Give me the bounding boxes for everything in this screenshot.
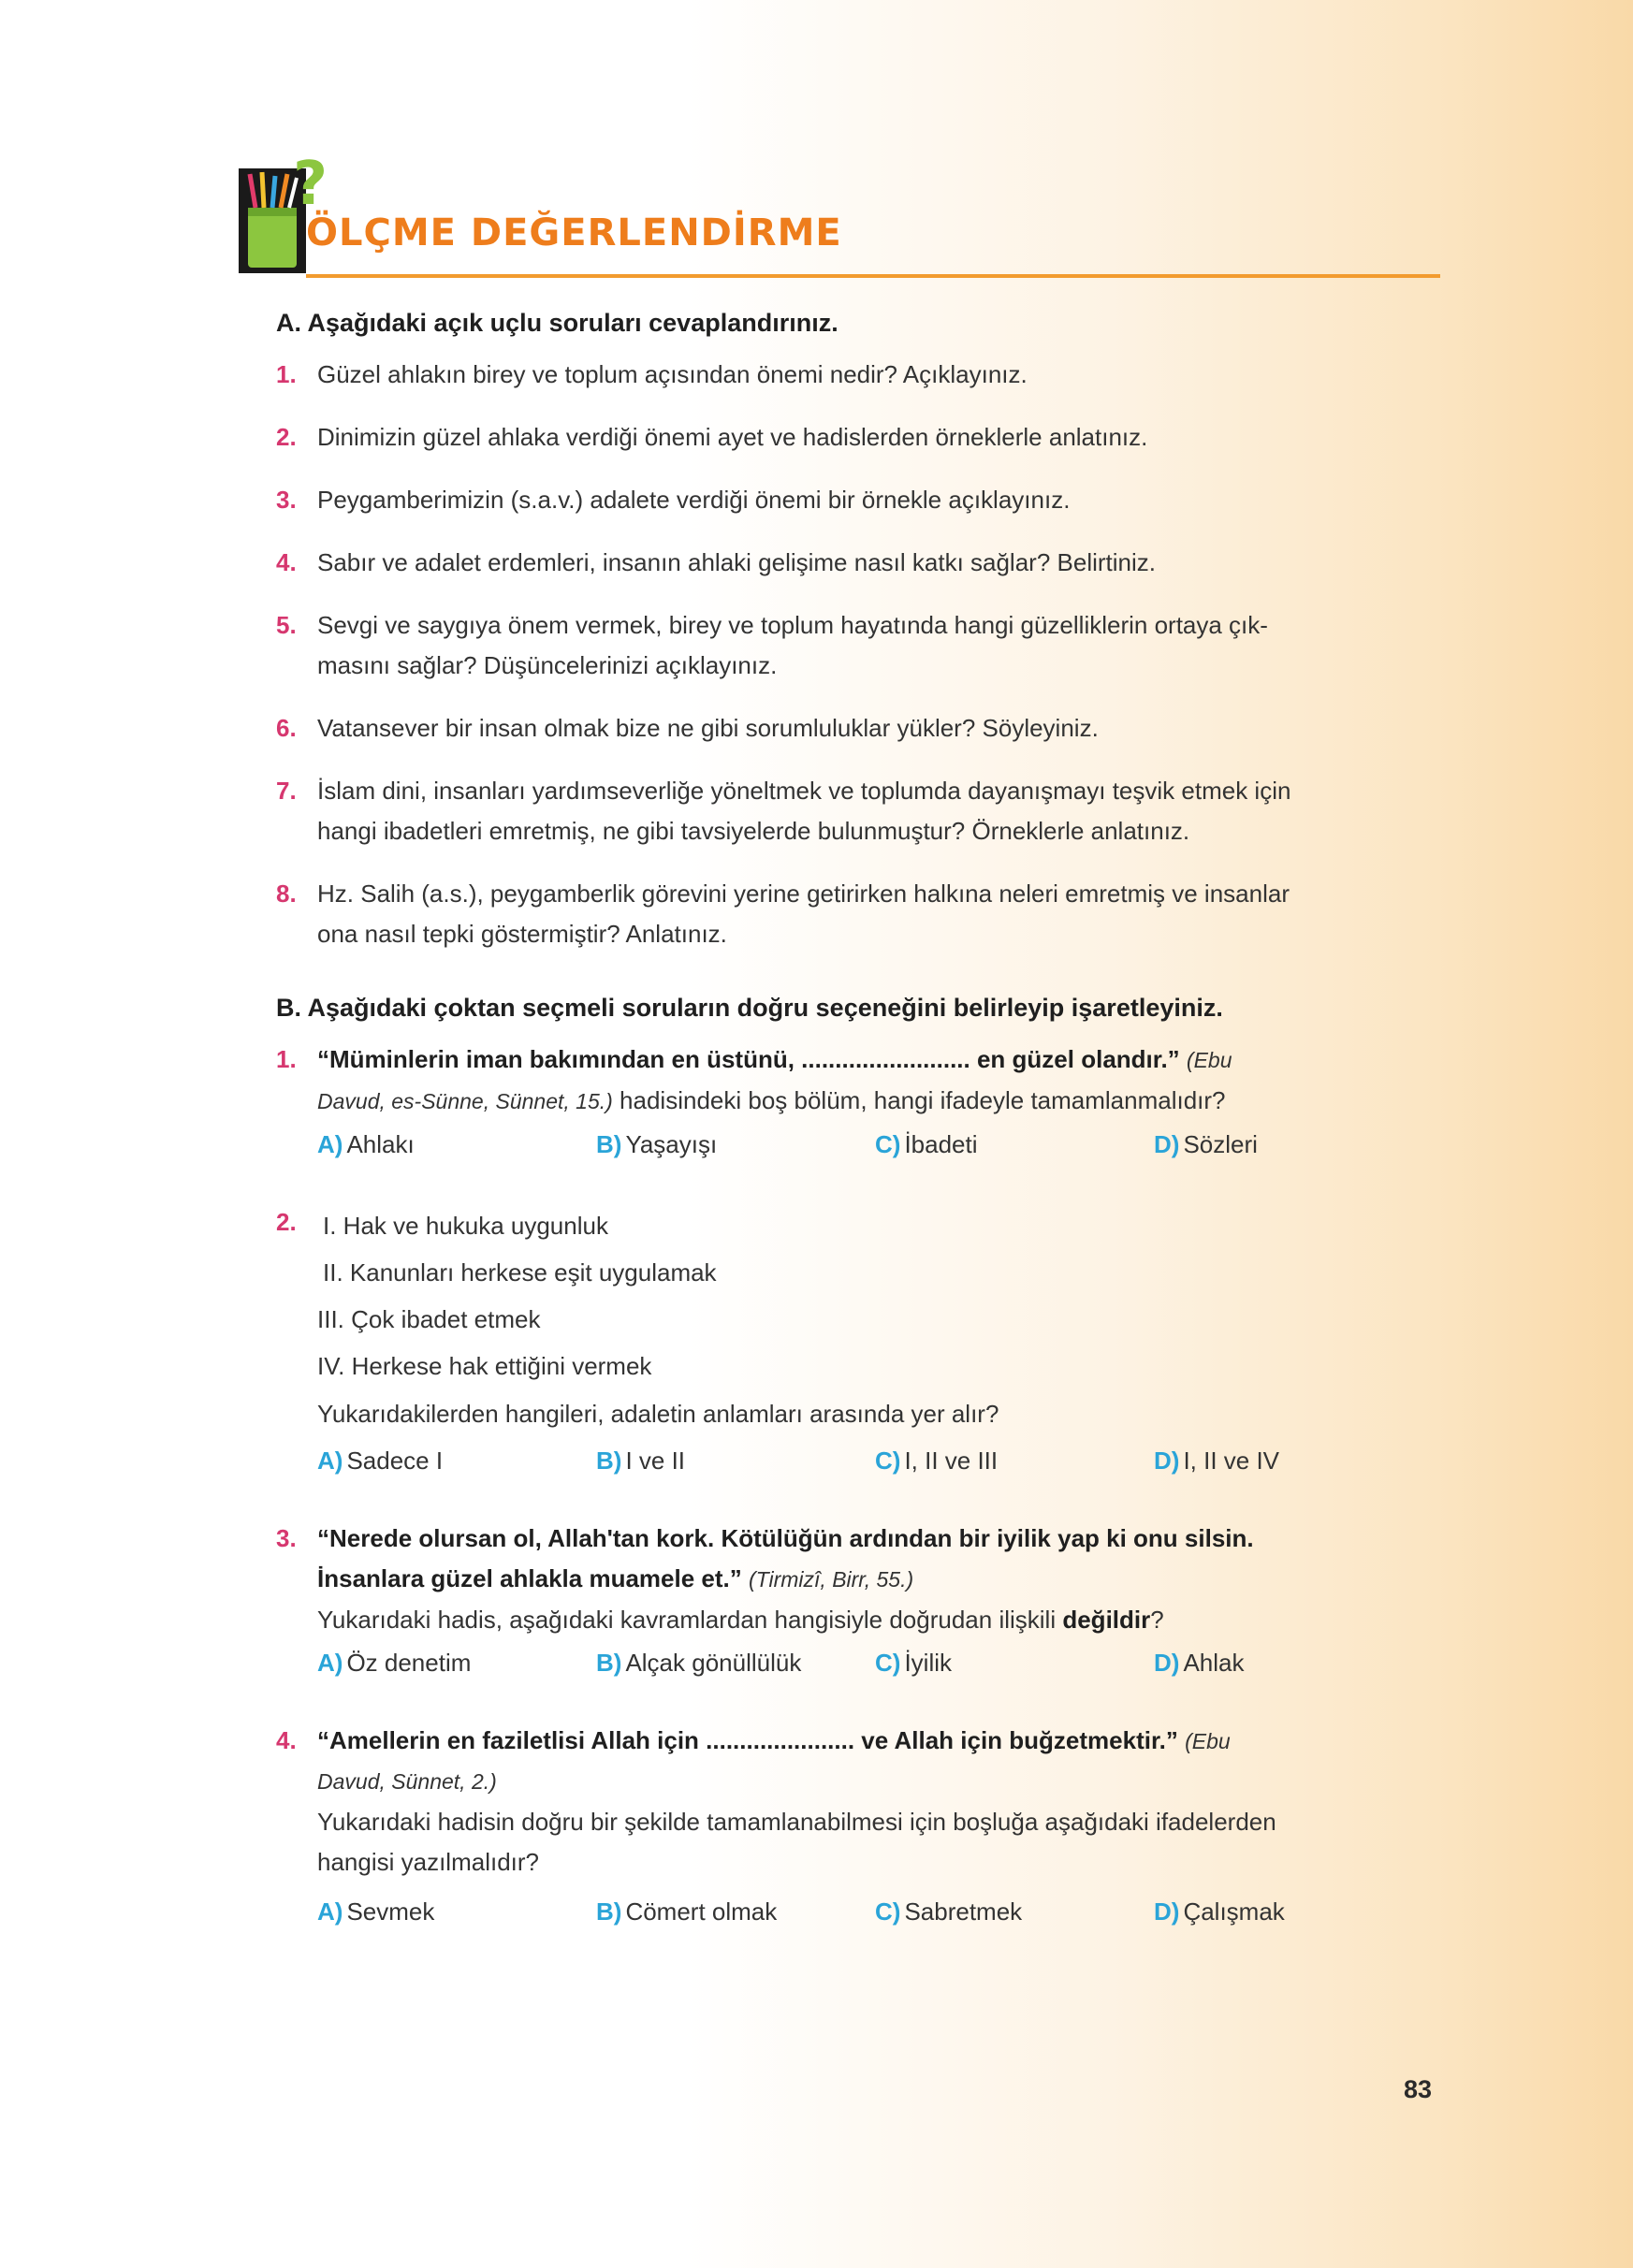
section-b-title: B. Aşağıdaki çoktan seçmeli soruların doğru seçeneğini belirleyip işaretleyiniz. [276,994,1223,1022]
hadith-quote: “Amellerin en faziletlisi Allah için ...................... ve Allah için buğzetmektir.” [317,1726,1178,1754]
option-b[interactable]: B) I ve II [596,1447,686,1475]
hadith-quote: “Müminlerin iman bakımından en üstünü, ......................... en güzel olandır.” [317,1045,1180,1073]
option-c[interactable]: C) I, II ve III [875,1447,999,1475]
question-number: 2. [276,1208,297,1236]
section-header [239,140,1436,281]
question-number: 8. [276,880,297,908]
question-number: 3. [276,1524,297,1552]
question-number: 6. [276,714,297,742]
option-c[interactable]: C) İyilik [875,1649,952,1677]
question-number: 1. [276,360,297,388]
pencil-cup-question-icon [239,150,328,273]
question-stem: hangisi yazılmalıdır? [317,1848,539,1876]
answer-options [317,1125,1441,1165]
content [276,309,1441,1932]
option-b[interactable]: B) Cömert olmak [596,1897,778,1926]
b-question-3 [276,1519,1441,1683]
hadith-source: (Tirmizî, Birr, 55.) [748,1567,914,1592]
b-question-1 [276,1040,1441,1165]
premise-item: IV. Herkese hak ettiğini vermek [317,1352,652,1380]
hadith-source: (Ebu [1186,1048,1232,1072]
option-a[interactable]: A) Ahlakı [317,1130,415,1158]
header-divider [306,274,1440,278]
question-stem: Yukarıdaki hadisin doğru bir şekilde tamamlanabilmesi için boşluğa aşağıdaki ifadelerden [317,1808,1276,1836]
svg-text:?: ? [293,150,328,219]
question-text: Güzel ahlakın birey ve toplum açısından önemi nedir? Açıklayınız. [317,360,1028,388]
option-a[interactable]: A) Sadece I [317,1447,444,1475]
answer-options [317,1441,1441,1481]
hadith-source: Davud, Sünnet, 2.) [317,1769,497,1794]
question-text: Vatansever bir insan olmak bize ne gibi sorumluluklar yükler? Söyleyiniz. [317,714,1099,742]
a-question-1 [276,355,1441,395]
hadith-quote: “Nerede olursan ol, Allah'tan kork. Kötülüğün ardından bir iyilik yap ki onu silsin. [317,1524,1254,1552]
a-question-6 [276,708,1441,749]
option-a[interactable]: A) Öz denetim [317,1649,472,1677]
a-question-3 [276,480,1441,520]
question-text: Sabır ve adalet erdemleri, insanın ahlaki gelişime nasıl katkı sağlar? Belirtiniz. [317,548,1156,576]
page-title: ÖLÇME DEĞERLENDİRME [306,211,842,254]
premise-list [317,1202,1441,1389]
a-question-8 [276,874,1441,954]
premise-item: III. Çok ibadet etmek [317,1305,541,1333]
b-question-2 [276,1202,1441,1481]
question-number: 3. [276,486,297,514]
option-d[interactable]: D) Çalışmak [1154,1897,1285,1926]
option-c[interactable]: C) Sabretmek [875,1897,1023,1926]
a-question-2 [276,417,1441,458]
question-number: 1. [276,1045,297,1073]
question-stem: Yukarıdakilerden hangileri, adaletin anlamları arasında yer alır? [317,1400,999,1428]
option-b[interactable]: B) Alçak gönüllülük [596,1649,802,1677]
question-number: 4. [276,1726,297,1754]
hadith-source: (Ebu [1185,1729,1231,1753]
a-question-4 [276,543,1441,583]
question-text: ona nasıl tepki göstermiştir? Anlatınız. [317,920,727,948]
question-text: Hz. Salih (a.s.), peygamberlik görevini yerine getirirken halkına neleri emretmiş ve insanlar [317,880,1290,908]
question-text: Sevgi ve saygıya önem vermek, birey ve toplum hayatında hangi güzelliklerin ortaya çık- [317,611,1268,639]
hadith-quote: İnsanlara güzel ahlakla muamele et.” [317,1564,742,1592]
question-text: hangi ibadetleri emretmiş, ne gibi tavsiyelerde bulunmuştur? Örneklerle anlatınız. [317,817,1190,845]
option-d[interactable]: D) I, II ve IV [1154,1447,1280,1475]
answer-options [317,1892,1441,1932]
question-number: 7. [276,777,297,805]
question-text: Peygamberimizin (s.a.v.) adalete verdiği önemi bir örnekle açıklayınız. [317,486,1071,514]
question-stem: hadisindeki boş bölüm, hangi ifadeyle tamamlanmalıdır? [620,1086,1226,1114]
option-d[interactable]: D) Ahlak [1154,1649,1245,1677]
option-a[interactable]: A) Sevmek [317,1897,435,1926]
hadith-source: Davud, es-Sünne, Sünnet, 15.) [317,1089,613,1113]
question-number: 2. [276,423,297,451]
question-stem: Yukarıdaki hadis, aşağıdaki kavramlardan hangisiyle doğrudan ilişkili değildir? [317,1606,1164,1634]
option-c[interactable]: C) İbadeti [875,1130,978,1158]
option-b[interactable]: B) Yaşayışı [596,1130,718,1158]
a-question-7 [276,771,1441,851]
page-number: 83 [1404,2075,1433,2103]
b-question-4 [276,1721,1441,1932]
question-text: Dinimizin güzel ahlaka verdiği önemi ayet ve hadislerden örneklerle anlatınız. [317,423,1148,451]
premise-item: I. Hak ve hukuka uygunluk [323,1212,608,1240]
answer-options [317,1643,1441,1683]
a-question-5 [276,605,1441,686]
option-d[interactable]: D) Sözleri [1154,1130,1258,1158]
section-a-title: A. Aşağıdaki açık uçlu soruları cevaplandırınız. [276,309,838,337]
question-number: 5. [276,611,297,639]
question-text: masını sağlar? Düşüncelerinizi açıklayınız. [317,651,778,679]
question-text: İslam dini, insanları yardımseverliğe yöneltmek ve toplumda dayanışmayı teşvik etmek için [317,777,1291,805]
question-number: 4. [276,548,297,576]
premise-item: II. Kanunları herkese eşit uygulamak [323,1258,717,1287]
